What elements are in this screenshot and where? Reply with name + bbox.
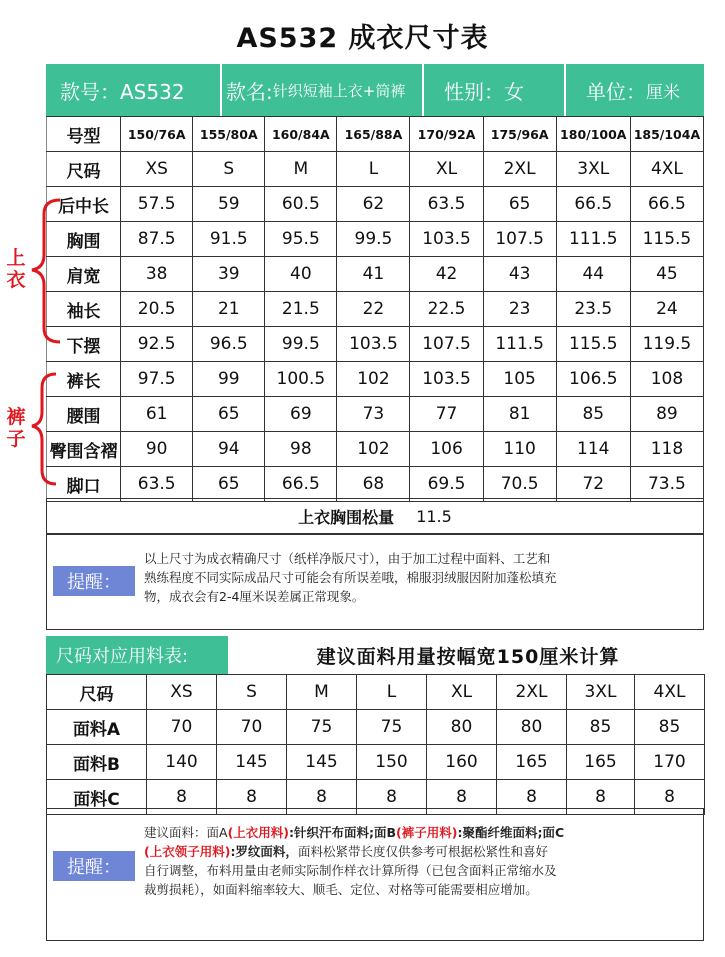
table-cell: 39 — [193, 257, 265, 292]
table-cell: XS — [121, 152, 193, 187]
unit-label: 单位： — [586, 79, 646, 104]
row-label: 后中长 — [47, 187, 121, 222]
table-cell: 97.5 — [121, 362, 193, 397]
table-cell: 8 — [567, 780, 635, 815]
row-label: 尺码 — [47, 152, 121, 187]
page-title: AS532 成衣尺寸表 — [236, 23, 489, 54]
table-cell: M — [287, 675, 357, 710]
table-header-row — [47, 117, 704, 152]
table-cell: 70.5 — [483, 467, 556, 502]
table-cell: 73 — [337, 397, 410, 432]
table-row — [47, 257, 704, 292]
table-cell: 85 — [567, 710, 635, 745]
table-cell: 91.5 — [193, 222, 265, 257]
table-cell: 85 — [556, 397, 630, 432]
table-cell: 22.5 — [410, 292, 483, 327]
table-cell: 115.5 — [556, 327, 630, 362]
fabric-width-hint: 建议面料用量按幅宽150厘米计算 — [316, 645, 620, 668]
table-cell: 100.5 — [265, 362, 337, 397]
table-row — [47, 745, 705, 780]
table-cell: 4XL — [635, 675, 705, 710]
table-cell: S — [193, 152, 265, 187]
table-cell: 175/96A — [483, 117, 556, 152]
table-cell: 72 — [556, 467, 630, 502]
table-cell: 8 — [357, 780, 427, 815]
fabric-text: 面料松紧带长度仅供参考可根据松紧性和喜好 — [297, 844, 548, 859]
table-cell: 107.5 — [483, 222, 556, 257]
table-cell: 20.5 — [121, 292, 193, 327]
fabric-c-usage: (上衣领子用料) — [144, 844, 231, 859]
table-cell: 40 — [265, 257, 337, 292]
table-cell: 105 — [483, 362, 556, 397]
gender: 性别：女 — [424, 64, 566, 116]
table-row — [47, 710, 705, 745]
row-label: 面料A — [47, 710, 147, 745]
table-cell: 99 — [193, 362, 265, 397]
table-cell: 87.5 — [121, 222, 193, 257]
top-brace — [32, 200, 60, 342]
table-cell: 69 — [265, 397, 337, 432]
row-label: 尺码 — [47, 675, 147, 710]
table-cell: 145 — [217, 745, 287, 780]
table-cell: 4XL — [630, 152, 703, 187]
table-cell: 70 — [147, 710, 217, 745]
table-cell: 80 — [427, 710, 497, 745]
table-cell: 94 — [193, 432, 265, 467]
table-cell: L — [357, 675, 427, 710]
table-cell: 23.5 — [556, 292, 630, 327]
table-cell: 62 — [337, 187, 410, 222]
table-cell: 23 — [483, 292, 556, 327]
table-cell: 107.5 — [410, 327, 483, 362]
table-cell: 92.5 — [121, 327, 193, 362]
fabric-table — [46, 674, 705, 815]
table-cell: 85 — [635, 710, 705, 745]
table-cell: 3XL — [567, 675, 635, 710]
table-cell: 8 — [497, 780, 567, 815]
table-cell: XS — [147, 675, 217, 710]
fabric-section-tag: 尺码对应用料表: — [46, 636, 228, 674]
table-cell: 111.5 — [556, 222, 630, 257]
row-label: 胸围 — [47, 222, 121, 257]
table-row — [47, 292, 704, 327]
fabric-a-usage: (上衣用料) — [227, 825, 289, 840]
table-cell: 89 — [630, 397, 703, 432]
row-label: 号型 — [47, 117, 121, 152]
fabric-text: 建议面料：面A — [144, 825, 228, 840]
table-cell: 66.5 — [556, 187, 630, 222]
reminder2-line-4: 裁剪损耗），如面料缩率较大、顺毛、定位、对格等可能需要相应增加。 — [144, 882, 538, 897]
reminder-box-2 — [46, 808, 704, 941]
table-cell: 150 — [357, 745, 427, 780]
table-cell: 103.5 — [337, 327, 410, 362]
table-cell: 98 — [265, 432, 337, 467]
row-label: 下摆 — [47, 327, 121, 362]
table-cell: 3XL — [556, 152, 630, 187]
table-cell: 80 — [497, 710, 567, 745]
table-cell: 2XL — [483, 152, 556, 187]
table-cell: 165/88A — [337, 117, 410, 152]
table-cell: XL — [410, 152, 483, 187]
row-label: 裤长 — [47, 362, 121, 397]
reminder-line: 物，成衣会有2-4厘米误差属正常现象。 — [144, 589, 365, 604]
header-bar — [46, 64, 704, 116]
table-cell: 21.5 — [265, 292, 337, 327]
table-cell: 103.5 — [410, 222, 483, 257]
row-label: 腰围 — [47, 397, 121, 432]
table-cell: 65 — [193, 467, 265, 502]
table-cell: 150/76A — [121, 117, 193, 152]
fabric-text: :针织汗布面料;面B — [289, 825, 397, 840]
table-cell: 110 — [483, 432, 556, 467]
chest-ease-value: 11.5 — [416, 506, 452, 526]
table-cell: 99.5 — [265, 327, 337, 362]
table-header-row — [47, 675, 705, 710]
reminder-text-2 — [144, 823, 564, 899]
table-cell: 106.5 — [556, 362, 630, 397]
pants-label: 裤子 — [6, 406, 26, 450]
reminder-text-1 — [144, 549, 557, 606]
table-cell: 102 — [337, 362, 410, 397]
table-cell: 111.5 — [483, 327, 556, 362]
table-cell: 38 — [121, 257, 193, 292]
table-cell: 99.5 — [337, 222, 410, 257]
table-cell: 70 — [217, 710, 287, 745]
row-label: 臀围含褶 — [47, 432, 121, 467]
table-cell: 59 — [193, 187, 265, 222]
table-cell: M — [265, 152, 337, 187]
table-cell: 65 — [483, 187, 556, 222]
reminder-line: 熟练程度不同实际成品尺寸可能会有所误差哦，棉服羽绒服因附加蓬松填充 — [144, 570, 557, 585]
table-cell: 8 — [287, 780, 357, 815]
table-cell: 180/100A — [556, 117, 630, 152]
table-cell: 8 — [635, 780, 705, 815]
table-cell: 115.5 — [630, 222, 703, 257]
reminder-box-1 — [46, 534, 704, 630]
row-label: 面料B — [47, 745, 147, 780]
table-cell: 103.5 — [410, 362, 483, 397]
table-row — [47, 152, 704, 187]
reminder2-line-2 — [144, 842, 564, 861]
table-cell: 8 — [147, 780, 217, 815]
table-cell: 165 — [567, 745, 635, 780]
reminder-line: 以上尺寸为成衣精确尺寸（纸样净版尺寸），由于加工过程中面料、工艺和 — [144, 551, 551, 566]
table-row — [47, 362, 704, 397]
table-cell: 66.5 — [265, 467, 337, 502]
table-cell: 81 — [483, 397, 556, 432]
table-cell: 95.5 — [265, 222, 337, 257]
table-cell: 106 — [410, 432, 483, 467]
table-cell: 185/104A — [630, 117, 703, 152]
table-cell: 118 — [630, 432, 703, 467]
unit — [566, 64, 704, 116]
table-row — [47, 467, 704, 502]
row-label: 面料C — [47, 780, 147, 815]
table-cell: 22 — [337, 292, 410, 327]
table-cell: 73.5 — [630, 467, 703, 502]
row-label: 袖长 — [47, 292, 121, 327]
table-cell: 170/92A — [410, 117, 483, 152]
reminder2-line-3: 自行调整，布料用量由老师实际制作样衣计算所得（已包含面料正常缩水及 — [144, 863, 557, 878]
top-garment-label: 上衣 — [6, 247, 26, 291]
table-cell: 61 — [121, 397, 193, 432]
table-cell: 43 — [483, 257, 556, 292]
row-label: 肩宽 — [47, 257, 121, 292]
table-cell: 21 — [193, 292, 265, 327]
table-cell: 155/80A — [193, 117, 265, 152]
table-cell: 68 — [337, 467, 410, 502]
table-cell: 114 — [556, 432, 630, 467]
pants-brace — [32, 374, 56, 484]
table-cell: L — [337, 152, 410, 187]
table-cell: 160 — [427, 745, 497, 780]
reminder-tag-1: 提醒： — [53, 566, 135, 596]
table-cell: 75 — [287, 710, 357, 745]
table-row — [47, 187, 704, 222]
table-cell: 2XL — [497, 675, 567, 710]
chest-ease-label: 上衣胸围松量 — [298, 507, 395, 527]
reminder2-line-1 — [144, 823, 564, 842]
table-cell: 69.5 — [410, 467, 483, 502]
table-cell: 140 — [147, 745, 217, 780]
fabric-b-usage: (裤子用料) — [396, 825, 458, 840]
table-cell: S — [217, 675, 287, 710]
table-cell: 42 — [410, 257, 483, 292]
table-cell: 165 — [497, 745, 567, 780]
table-cell: 65 — [193, 397, 265, 432]
row-label: 脚口 — [47, 467, 121, 502]
style-name — [222, 64, 424, 116]
size-table — [46, 116, 704, 502]
fabric-text: :聚酯纤维面料;面C — [457, 825, 565, 840]
table-cell: 66.5 — [630, 187, 703, 222]
table-row — [47, 432, 704, 467]
table-cell: 170 — [635, 745, 705, 780]
reminder-tag-2: 提醒： — [53, 851, 135, 881]
style-name-label: 款名: — [226, 79, 273, 104]
table-cell: 63.5 — [121, 467, 193, 502]
table-cell: 60.5 — [265, 187, 337, 222]
table-cell: 8 — [217, 780, 287, 815]
table-row — [47, 222, 704, 257]
style-name-value: 针织短袖上衣+筒裤 — [272, 81, 406, 100]
table-cell: 102 — [337, 432, 410, 467]
table-cell: 96.5 — [193, 327, 265, 362]
table-cell: 24 — [630, 292, 703, 327]
table-cell: 44 — [556, 257, 630, 292]
chest-ease-row — [46, 498, 704, 534]
table-cell: 57.5 — [121, 187, 193, 222]
table-cell: XL — [427, 675, 497, 710]
table-cell: 160/84A — [265, 117, 337, 152]
table-cell: 77 — [410, 397, 483, 432]
style-number: 款号：AS532 — [46, 64, 222, 116]
table-row — [47, 327, 704, 362]
table-cell: 90 — [121, 432, 193, 467]
fabric-text: :罗纹面料， — [230, 844, 298, 859]
table-cell: 108 — [630, 362, 703, 397]
table-cell: 41 — [337, 257, 410, 292]
table-cell: 75 — [357, 710, 427, 745]
table-cell: 145 — [287, 745, 357, 780]
table-cell: 63.5 — [410, 187, 483, 222]
table-cell: 45 — [630, 257, 703, 292]
table-row — [47, 397, 704, 432]
table-cell: 119.5 — [630, 327, 703, 362]
unit-value: 厘米 — [646, 82, 680, 103]
table-cell: 8 — [427, 780, 497, 815]
